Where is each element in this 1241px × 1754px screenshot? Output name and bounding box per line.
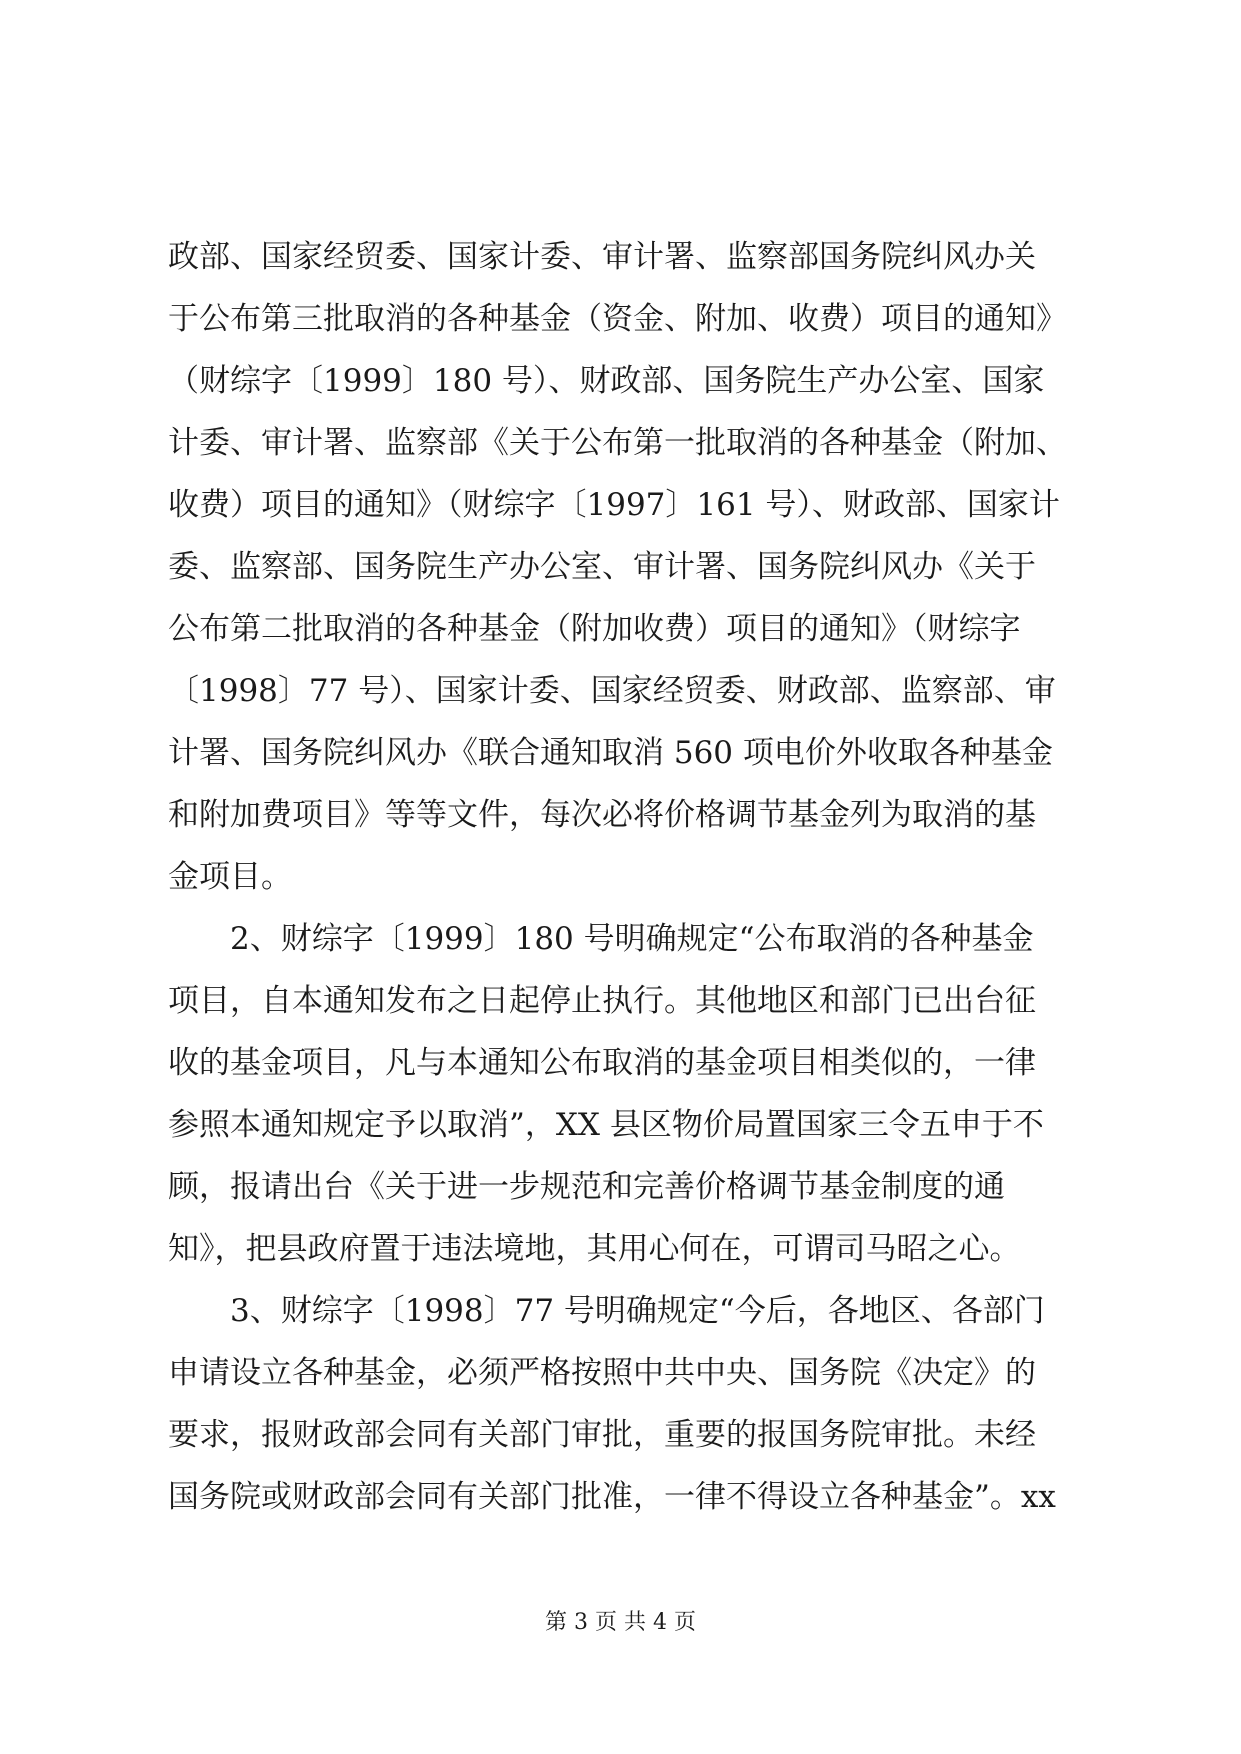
text-line: 〔1998〕77 号）、国家计委、国家经贸委、财政部、监察部、审 bbox=[168, 673, 1056, 709]
text-line: 要求，报财政部会同有关部门审批，重要的报国务院审批。未经 bbox=[168, 1417, 1036, 1453]
text-line: 收费）项目的通知》（财综字〔1997〕161 号）、财政部、国家计 bbox=[168, 487, 1060, 523]
text-line: 收的基金项目，凡与本通知公布取消的基金项目相类似的，一律 bbox=[168, 1045, 1036, 1081]
text-line: 项目，自本通知发布之日起停止执行。其他地区和部门已出台征 bbox=[168, 983, 1036, 1019]
page-footer bbox=[0, 1608, 1241, 1638]
text-line: 于公布第三批取消的各种基金（资金、附加、收费）项目的通知》 bbox=[168, 301, 1067, 337]
text-line: 公布第二批取消的各种基金（附加收费）项目的通知》（财综字 bbox=[168, 611, 1021, 647]
paragraph-3-start: 3、财综字〔1998〕77 号明确规定“今后，各地区、各部门 bbox=[230, 1293, 1045, 1329]
text-line: 知》，把县政府置于违法境地，其用心何在，可谓司马昭之心。 bbox=[168, 1231, 1021, 1267]
text-line: 计署、国务院纠风办《联合通知取消 560 项电价外收取各种基金 bbox=[168, 735, 1053, 771]
paragraph-2-start: 2、财综字〔1999〕180 号明确规定“公布取消的各种基金 bbox=[230, 921, 1034, 957]
text-line: 政部、国家经贸委、国家计委、审计署、监察部国务院纠风办关 bbox=[168, 239, 1036, 275]
text-line: 顾，报请出台《关于进一步规范和完善价格调节基金制度的通 bbox=[168, 1169, 1005, 1205]
text-line: 国务院或财政部会同有关部门批准，一律不得设立各种基金”。xx bbox=[168, 1479, 1056, 1515]
text-line: 申请设立各种基金，必须严格按照中共中央、国务院《决定》的 bbox=[168, 1355, 1036, 1391]
text-line: （财综字〔1999〕180 号）、财政部、国务院生产办公室、国家 bbox=[168, 363, 1045, 399]
page-number: 第 3 页 共 4 页 bbox=[545, 1610, 696, 1635]
text-line: 委、监察部、国务院生产办公室、审计署、国务院纠风办《关于 bbox=[168, 549, 1036, 585]
text-line: 计委、审计署、监察部《关于公布第一批取消的各种基金（附加、 bbox=[168, 425, 1067, 461]
text-line: 和附加费项目》等等文件，每次必将价格调节基金列为取消的基 bbox=[168, 797, 1036, 833]
document-body bbox=[168, 226, 1083, 1528]
text-line: 金项目。 bbox=[168, 859, 292, 895]
text-line: 参照本通知规定予以取消”，XX 县区物价局置国家三令五申于不 bbox=[168, 1107, 1044, 1143]
